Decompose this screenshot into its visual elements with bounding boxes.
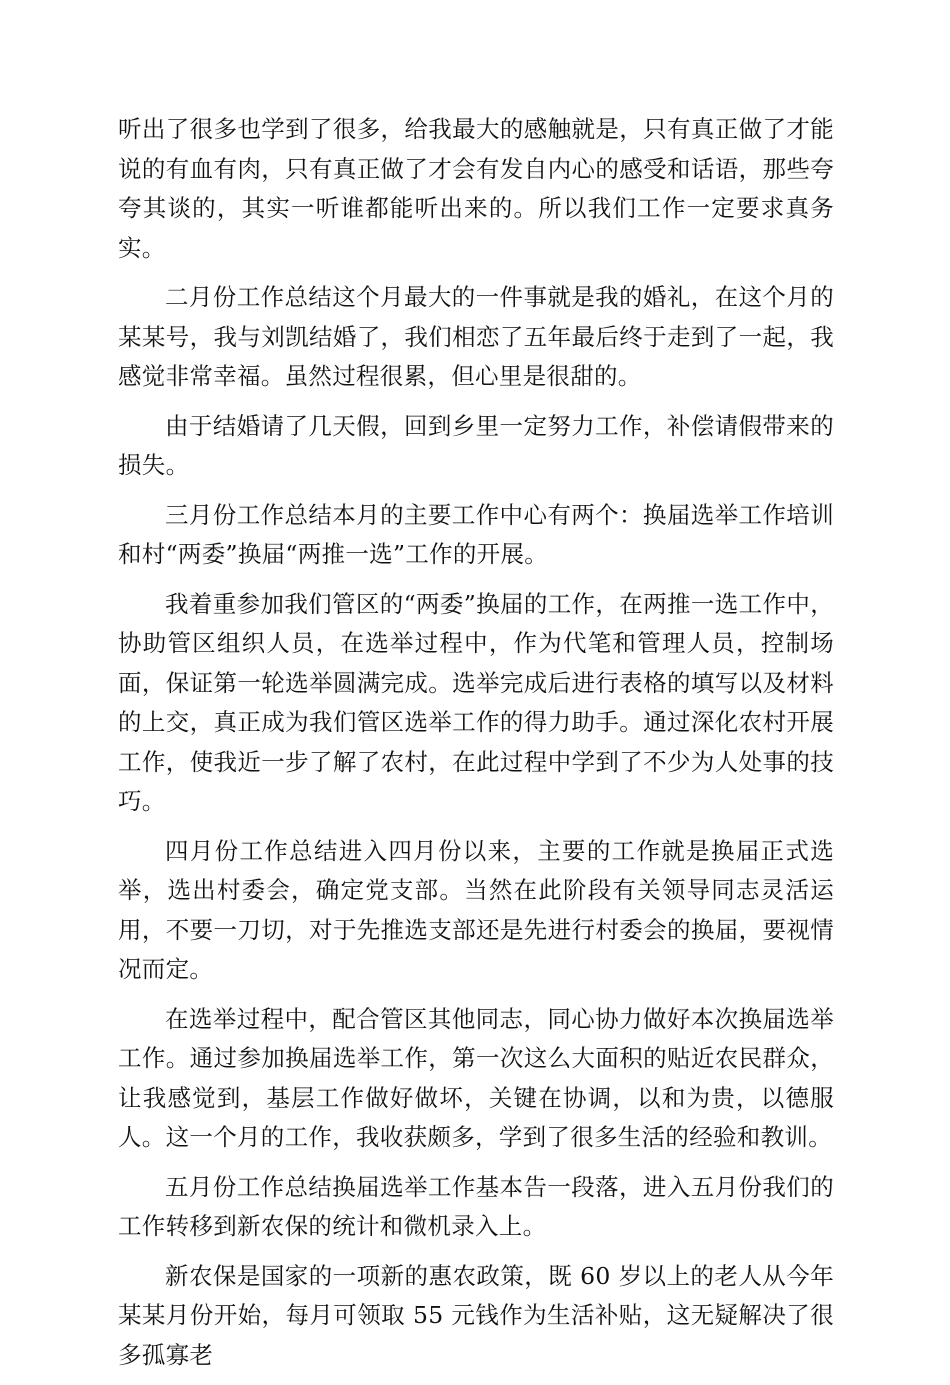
document-body: [118, 110, 834, 1385]
paragraph-6: 四月份工作总结进入四月份以来，主要的工作就是换届正式选举，选出村委会，确定党支部。当然在此阶段有关领导同志灵活运用，不要一刀切，对于先推选支部还是先进行村委会的换届，要视情况而定。: [118, 836, 834, 983]
paragraph-1: 听出了很多也学到了很多，给我最大的感触就是，只有真正做了才能说的有血有肉，只有真正做了才会有发自内心的感受和话语，那些夸夸其谈的，其实一听谁都能听出来的。所以我们工作一定要求真务实。: [118, 115, 834, 262]
paragraph-9: 新农保是国家的一项新的惠农政策，既 60 岁以上的老人从今年某某月份开始，每月可领取 55 元钱作为生活补贴，这无疑解决了很多孤寡老: [118, 1261, 834, 1369]
paragraph-2: 二月份工作总结这个月最大的一件事就是我的婚礼，在这个月的某某号，我与刘凯结婚了，我们相恋了五年最后终于走到了一起，我感觉非常幸福。虽然过程很累，但心里是很甜的。: [118, 283, 834, 390]
paragraph-3: 由于结婚请了几天假，回到乡里一定努力工作，补偿请假带来的损失。: [118, 411, 834, 479]
paragraph-7: 在选举过程中，配合管区其他同志，同心协力做好本次换届选举工作。通过参加换届选举工作，第一次这么大面积的贴近农民群众，让我感觉到，基层工作做好做坏，关键在协调，以和为贵，以德服人。这一个月的工作，我收获颇多，学到了很多生活的经验和教训。: [118, 1004, 834, 1151]
paragraph-4: 三月份工作总结本月的主要工作中心有两个：换届选举工作培训和村“两委”换届“两推一选”工作的开展。: [118, 500, 834, 568]
paragraph-8: 五月份工作总结换届选举工作基本告一段落，进入五月份我们的工作转移到新农保的统计和微机录入上。: [118, 1172, 834, 1240]
paragraph-5: 我着重参加我们管区的“两委”换届的工作，在两推一选工作中，协助管区组织人员，在选举过程中，作为代笔和管理人员，控制场面，保证第一轮选举圆满完成。选举完成后进行表格的填写以及材料的上交，真正成为我们管区选举工作的得力助手。通过深化农村开展工作，使我近一步了解了农村，在此过程中学到了不少为人处事的技巧。: [118, 589, 834, 815]
